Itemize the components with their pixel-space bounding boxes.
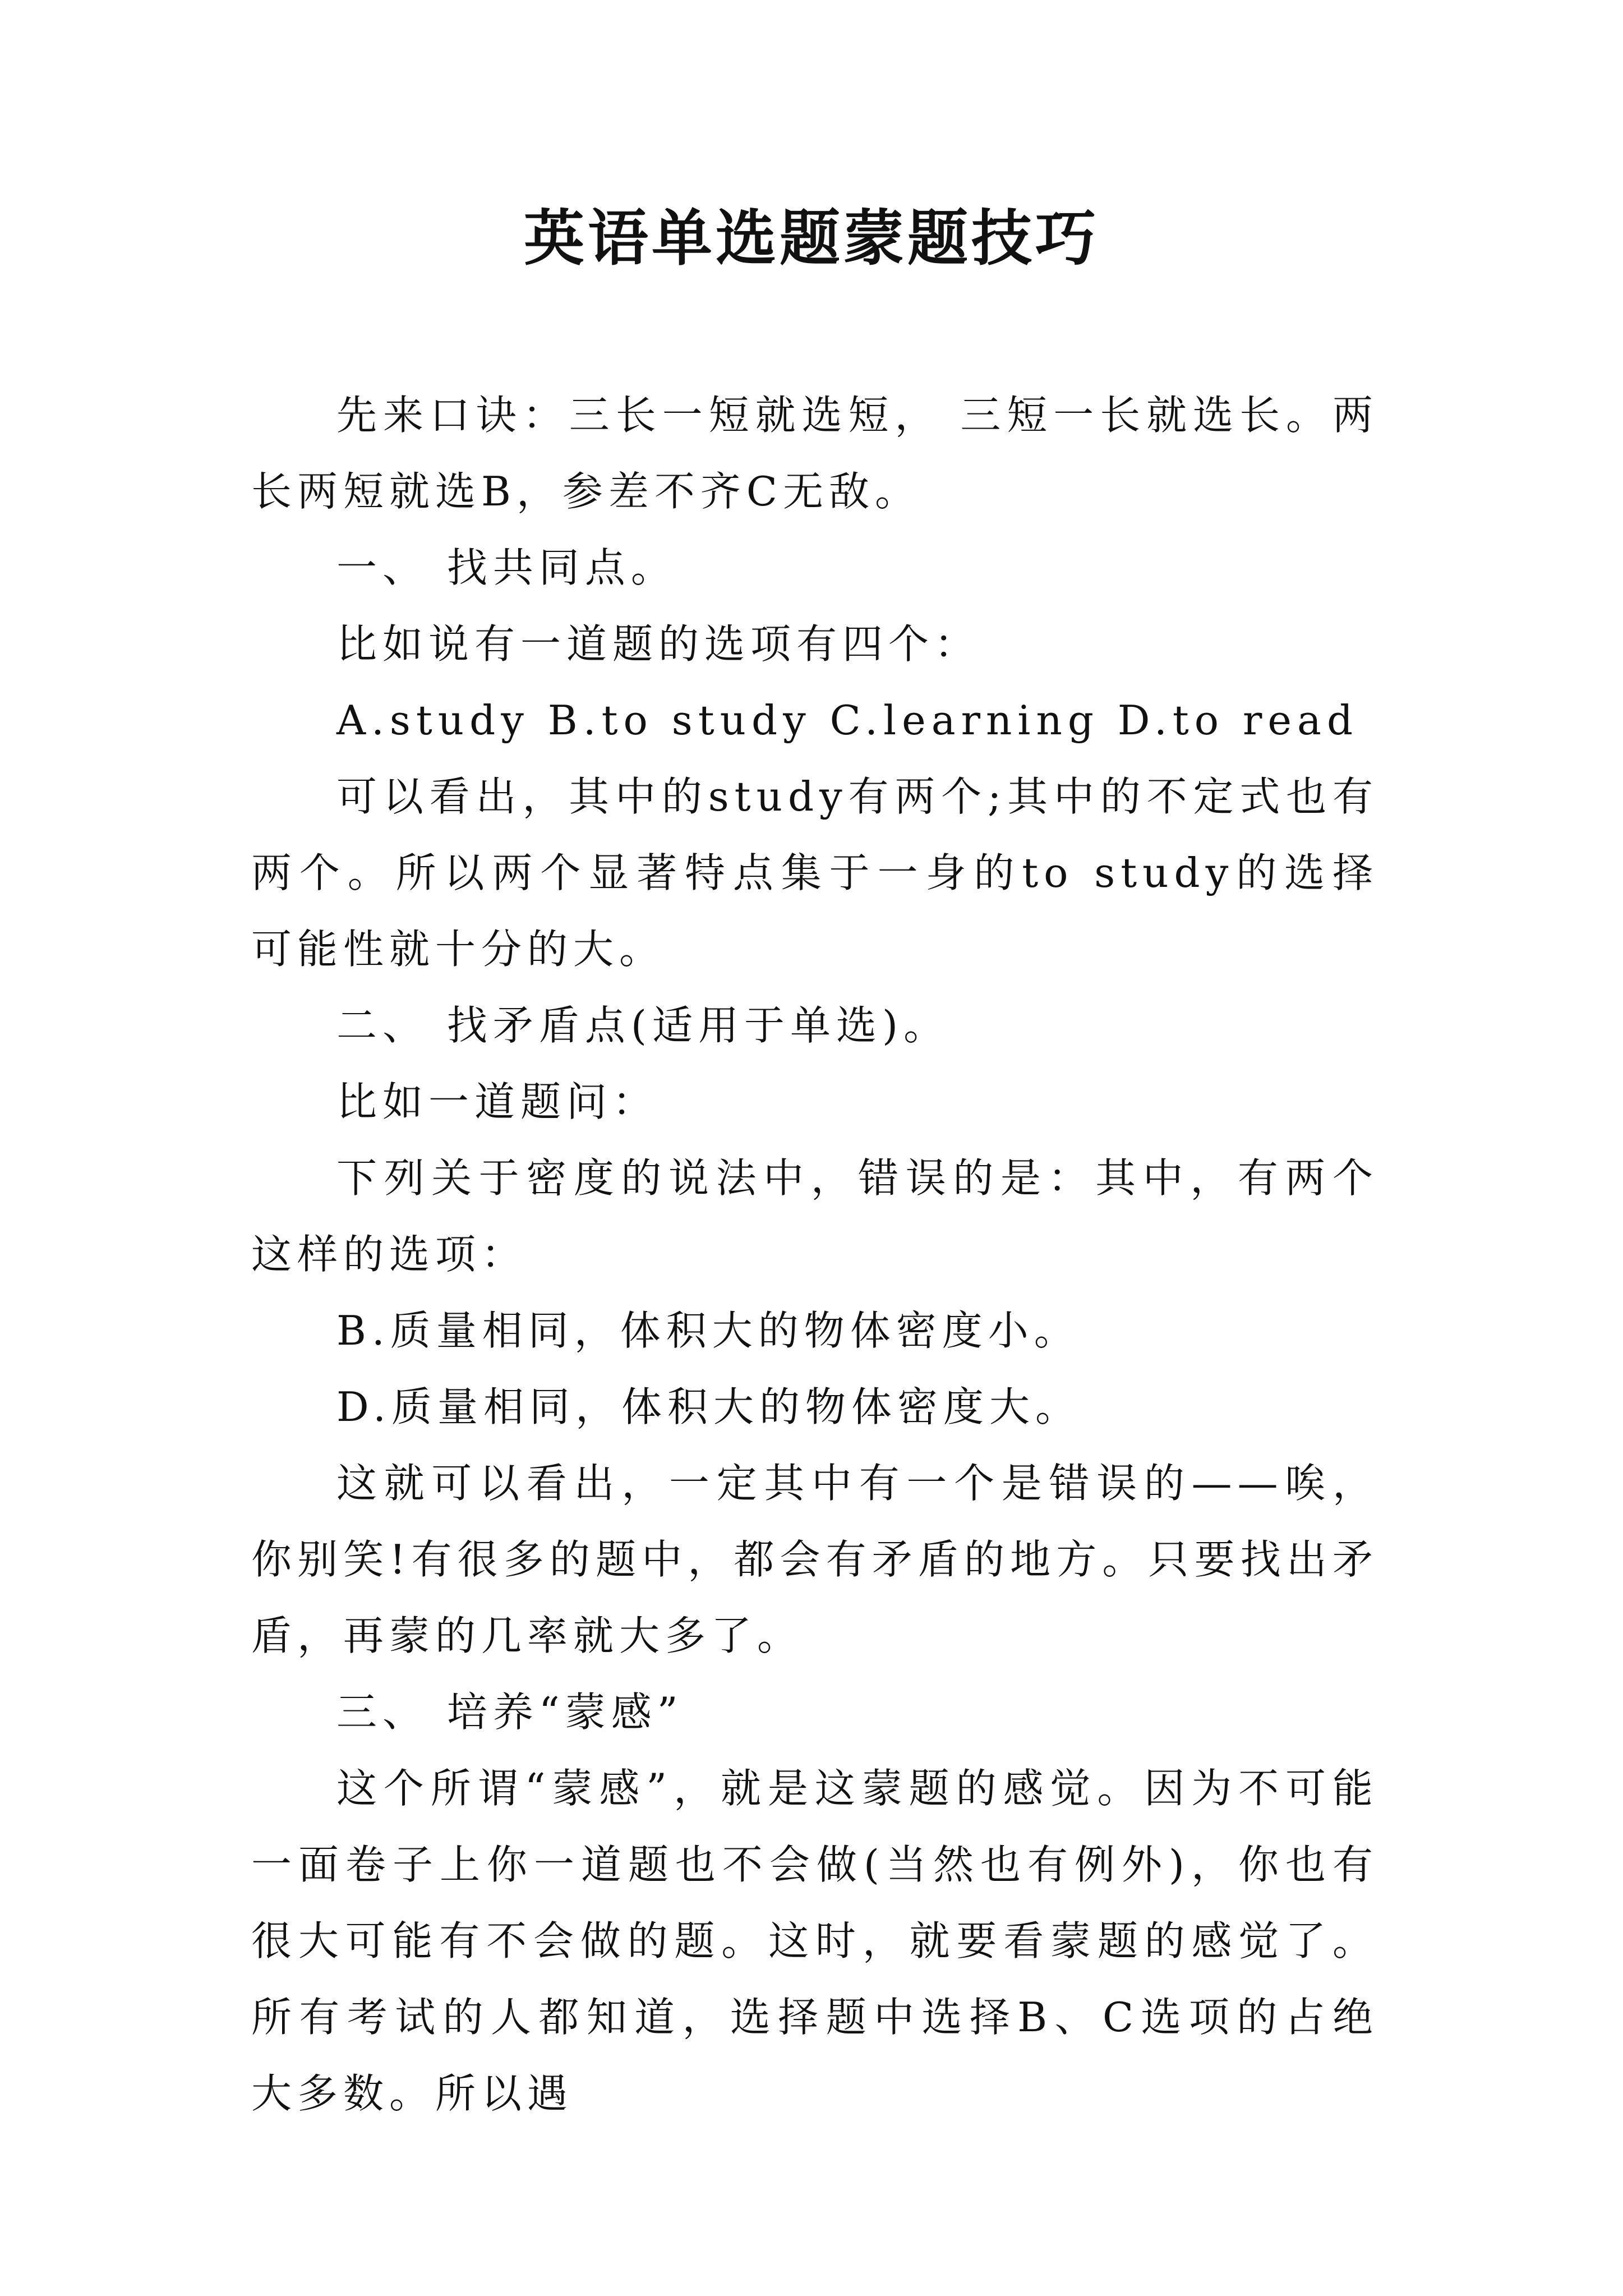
document-title: 英语单选题蒙题技巧: [523, 203, 1099, 274]
paragraph-example-options: A.study B.to study C.learning D.to read: [336, 697, 1359, 744]
paragraph-contradiction-explanation: 这就可以看出，一定其中有一个是错误的——唉，你别笑!有很多的题中，都会有矛盾的地方。只要找出矛盾，再蒙的几率就大多了。: [251, 1460, 1378, 1659]
heading-find-contradictions: 二、 找矛盾点(适用于单选)。: [336, 1002, 950, 1049]
paragraph-option-d: D.质量相同，体积大的物体密度大。: [336, 1383, 1082, 1430]
paragraph-question-intro: 比如一道题问：: [336, 1078, 659, 1125]
paragraph-common-points-explanation: 可以看出，其中的study有两个;其中的不定式也有两个。所以两个显著特点集于一身的to study的选择可能性就十分的大。: [251, 773, 1378, 973]
paragraph-option-b: B.质量相同，体积大的物体密度小。: [336, 1307, 1080, 1354]
heading-guessing-sense: 三、 培养“蒙感”: [336, 1688, 684, 1736]
paragraph-example-intro: 比如说有一道题的选项有四个：: [336, 620, 981, 668]
heading-find-common-points: 一、 找共同点。: [336, 544, 677, 591]
paragraph-mnemonic: 先来口诀：三长一短就选短， 三短一长就选长。两长两短就选B，参差不齐C无敌。: [251, 392, 1378, 515]
paragraph-guessing-sense-explanation: 这个所谓“蒙感”，就是这蒙题的感觉。因为不可能一面卷子上你一道题也不会做(当然也有例外)，你也有很大可能有不会做的题。这时，就要看蒙题的感觉了。所有考试的人都知道，选择题中选择B、C选项的占绝大多数。所以遇: [251, 1765, 1378, 2117]
paragraph-density-question: 下列关于密度的说法中，错误的是：其中，有两个这样的选项：: [251, 1154, 1378, 1278]
document-body: [251, 377, 1378, 2132]
